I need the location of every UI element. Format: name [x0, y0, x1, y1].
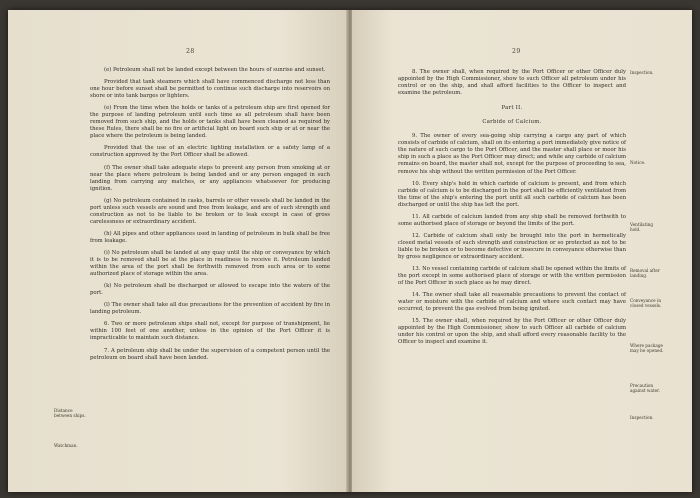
- paragraph: (k) No petroleum shall be discharged or allowed to escape into the waters of the port.: [90, 283, 330, 297]
- margin-note-distance: Distance between ships.: [54, 408, 86, 418]
- paragraph: (i) No petroleum shall be landed at any quay until the ship or conveyance by which it is to be removed shall be at the place in readiness to receive it. Petroleum landed within the area of the port shall be forthwith removed from such area or to some authorized place of storage within the area.: [90, 249, 330, 278]
- margin-note-ventilating: Ventilating hold.: [630, 222, 654, 232]
- paragraph: Provided that the use of an electric lighting installation or a safety lamp of a construction approved by the Port Officer shall be allowed.: [90, 145, 330, 159]
- book-spread: [8, 10, 692, 492]
- margin-note-conveyance: Conveyance in closed vessels.: [630, 298, 662, 308]
- paragraph: (f) The owner shall take adequate steps to prevent any person from smoking at or near the place where petroleum is being landed and or any person engaged in such landing from carrying any matches, or any appliances whatsoever for producing ignition.: [90, 164, 330, 192]
- margin-note-inspection: Inspection.: [630, 70, 654, 75]
- paragraph: (e) From the time when the holds or tanks of a petroleum ship are first opened for the purpose of landing petroleum until such time as all petroleum shall have been removed from such ship, and the holds or tanks shall have been cleaned as required by these Rules, there shall be no fire or artificial light on board such ship or at or near the place where the petroleum is being landed.: [90, 105, 330, 140]
- paragraph: 12. Carbide of calcium shall only be brought into the port in hermetically closed metal vessels of such strength and construction or so protected as not to be liable to be broken or to become defective or insecure in conveyance otherwise than by gross negligence or extraordinary accident.: [398, 232, 626, 260]
- page-number-left: 28: [186, 48, 195, 55]
- paragraph: 6. Two or more petroleum ships shall not, except for purpose of transhipment, lie within 100 feet of one another, unless in the opinion of the Port Officer it is impracticable to maintain such distance.: [90, 321, 330, 342]
- paragraph: Provided that tank steamers which shall have commenced discharge not less than one hour before sunset shall be permitted to continue such discharge into reservoirs on shore or into tank barges or lighters.: [90, 79, 330, 100]
- paragraph: 8. The owner shall, when required by the Port Officer or other Officer duly appointed by the High Commissioner, show to such Officer all petroleum under his control or on the ship, and shall afford facilities to the Officer to inspect and examine the petroleum.: [398, 69, 626, 97]
- paragraph: 10. Every ship's hold in which carbide of calcium is present, and from which carbide of calcium is to be discharged in the port shall be efficiently ventilated from the time of the ship's entering the port until all such carbide of calcium has been discharged or until the ship has left the port.: [398, 180, 626, 208]
- margin-note-notice: Notice.: [630, 160, 646, 165]
- paragraph: 7. A petroleum ship shall be under the supervision of a competent person until the petroleum on board shall have been landed.: [90, 347, 330, 361]
- margin-note-watchman: Watchman.: [54, 443, 78, 448]
- paragraph: 11. All carbide of calcium landed from any ship shall be removed forthwith to some authorised place of storage or beyond the limits of the port.: [398, 213, 626, 227]
- paragraph: 9. The owner of every sea-going ship carrying a cargo any part of which consists of carbide of calcium, shall on its entering a port immediately give notice of the nature of such cargo to the Port Officer, and the master shall place or moor his ship in such a place as the Port Officer may direct; and while any carbide of calcium remains on board, the master shall not, except for the purpose of proceeding to sea, remove his ship without the written permission of the Port Officer.: [398, 133, 626, 175]
- part-heading: Part II.: [501, 105, 523, 112]
- paragraph: (e) Petroleum shall not be landed except between the hours of sunrise and sunset.: [104, 67, 326, 73]
- page-number-right: 29: [512, 48, 521, 55]
- left-text-column: [90, 67, 330, 367]
- margin-note-package: Where package may be opened.: [630, 343, 664, 353]
- right-page: [352, 10, 692, 492]
- paragraph: (l) The owner shall take all due precautions for the prevention of accident by fire in landing petroleum.: [90, 302, 330, 316]
- margin-note-inspection-2: Inspection.: [630, 415, 654, 420]
- paragraph: (h) All pipes and other appliances used in landing of petroleum in bulk shall be free from leakage.: [90, 230, 330, 244]
- margin-note-removal: Removal after landing.: [630, 268, 660, 278]
- section-heading: Carbide of Calcium.: [482, 119, 542, 126]
- right-text-column: [398, 69, 626, 352]
- margin-note-precaution: Precaution against water.: [630, 383, 660, 393]
- paragraph: 15. The owner shall, when required by the Port Officer or other Officer duly appointed by the High Commissioner, show to such Officer all carbide of calcium under his control or upon the ship, and shall afford every reasonable facility to the Officer to inspect and examine it.: [398, 318, 626, 346]
- left-page: [8, 10, 348, 492]
- paragraph: 13. No vessel containing carbide of calcium shall be opened within the limits of the port except in some authorised place of storage or with the written permission of the Port Officer in such place as he may direct.: [398, 266, 626, 287]
- paragraph: (g) No petroleum contained in casks, barrels or other vessels shall be landed in the port unless such vessels are sound and free from leakage, and are of such strength and construction as not to be liable to be broken or to leak except in case of gross carelessness or extraordinary accident.: [90, 197, 330, 225]
- paragraph: 14. The owner shall take all reasonable precautions to prevent the contact of water or moisture with the carbide of calcium and where such contact may have occurred, to prevent the gas evolved from being ignited.: [398, 292, 626, 313]
